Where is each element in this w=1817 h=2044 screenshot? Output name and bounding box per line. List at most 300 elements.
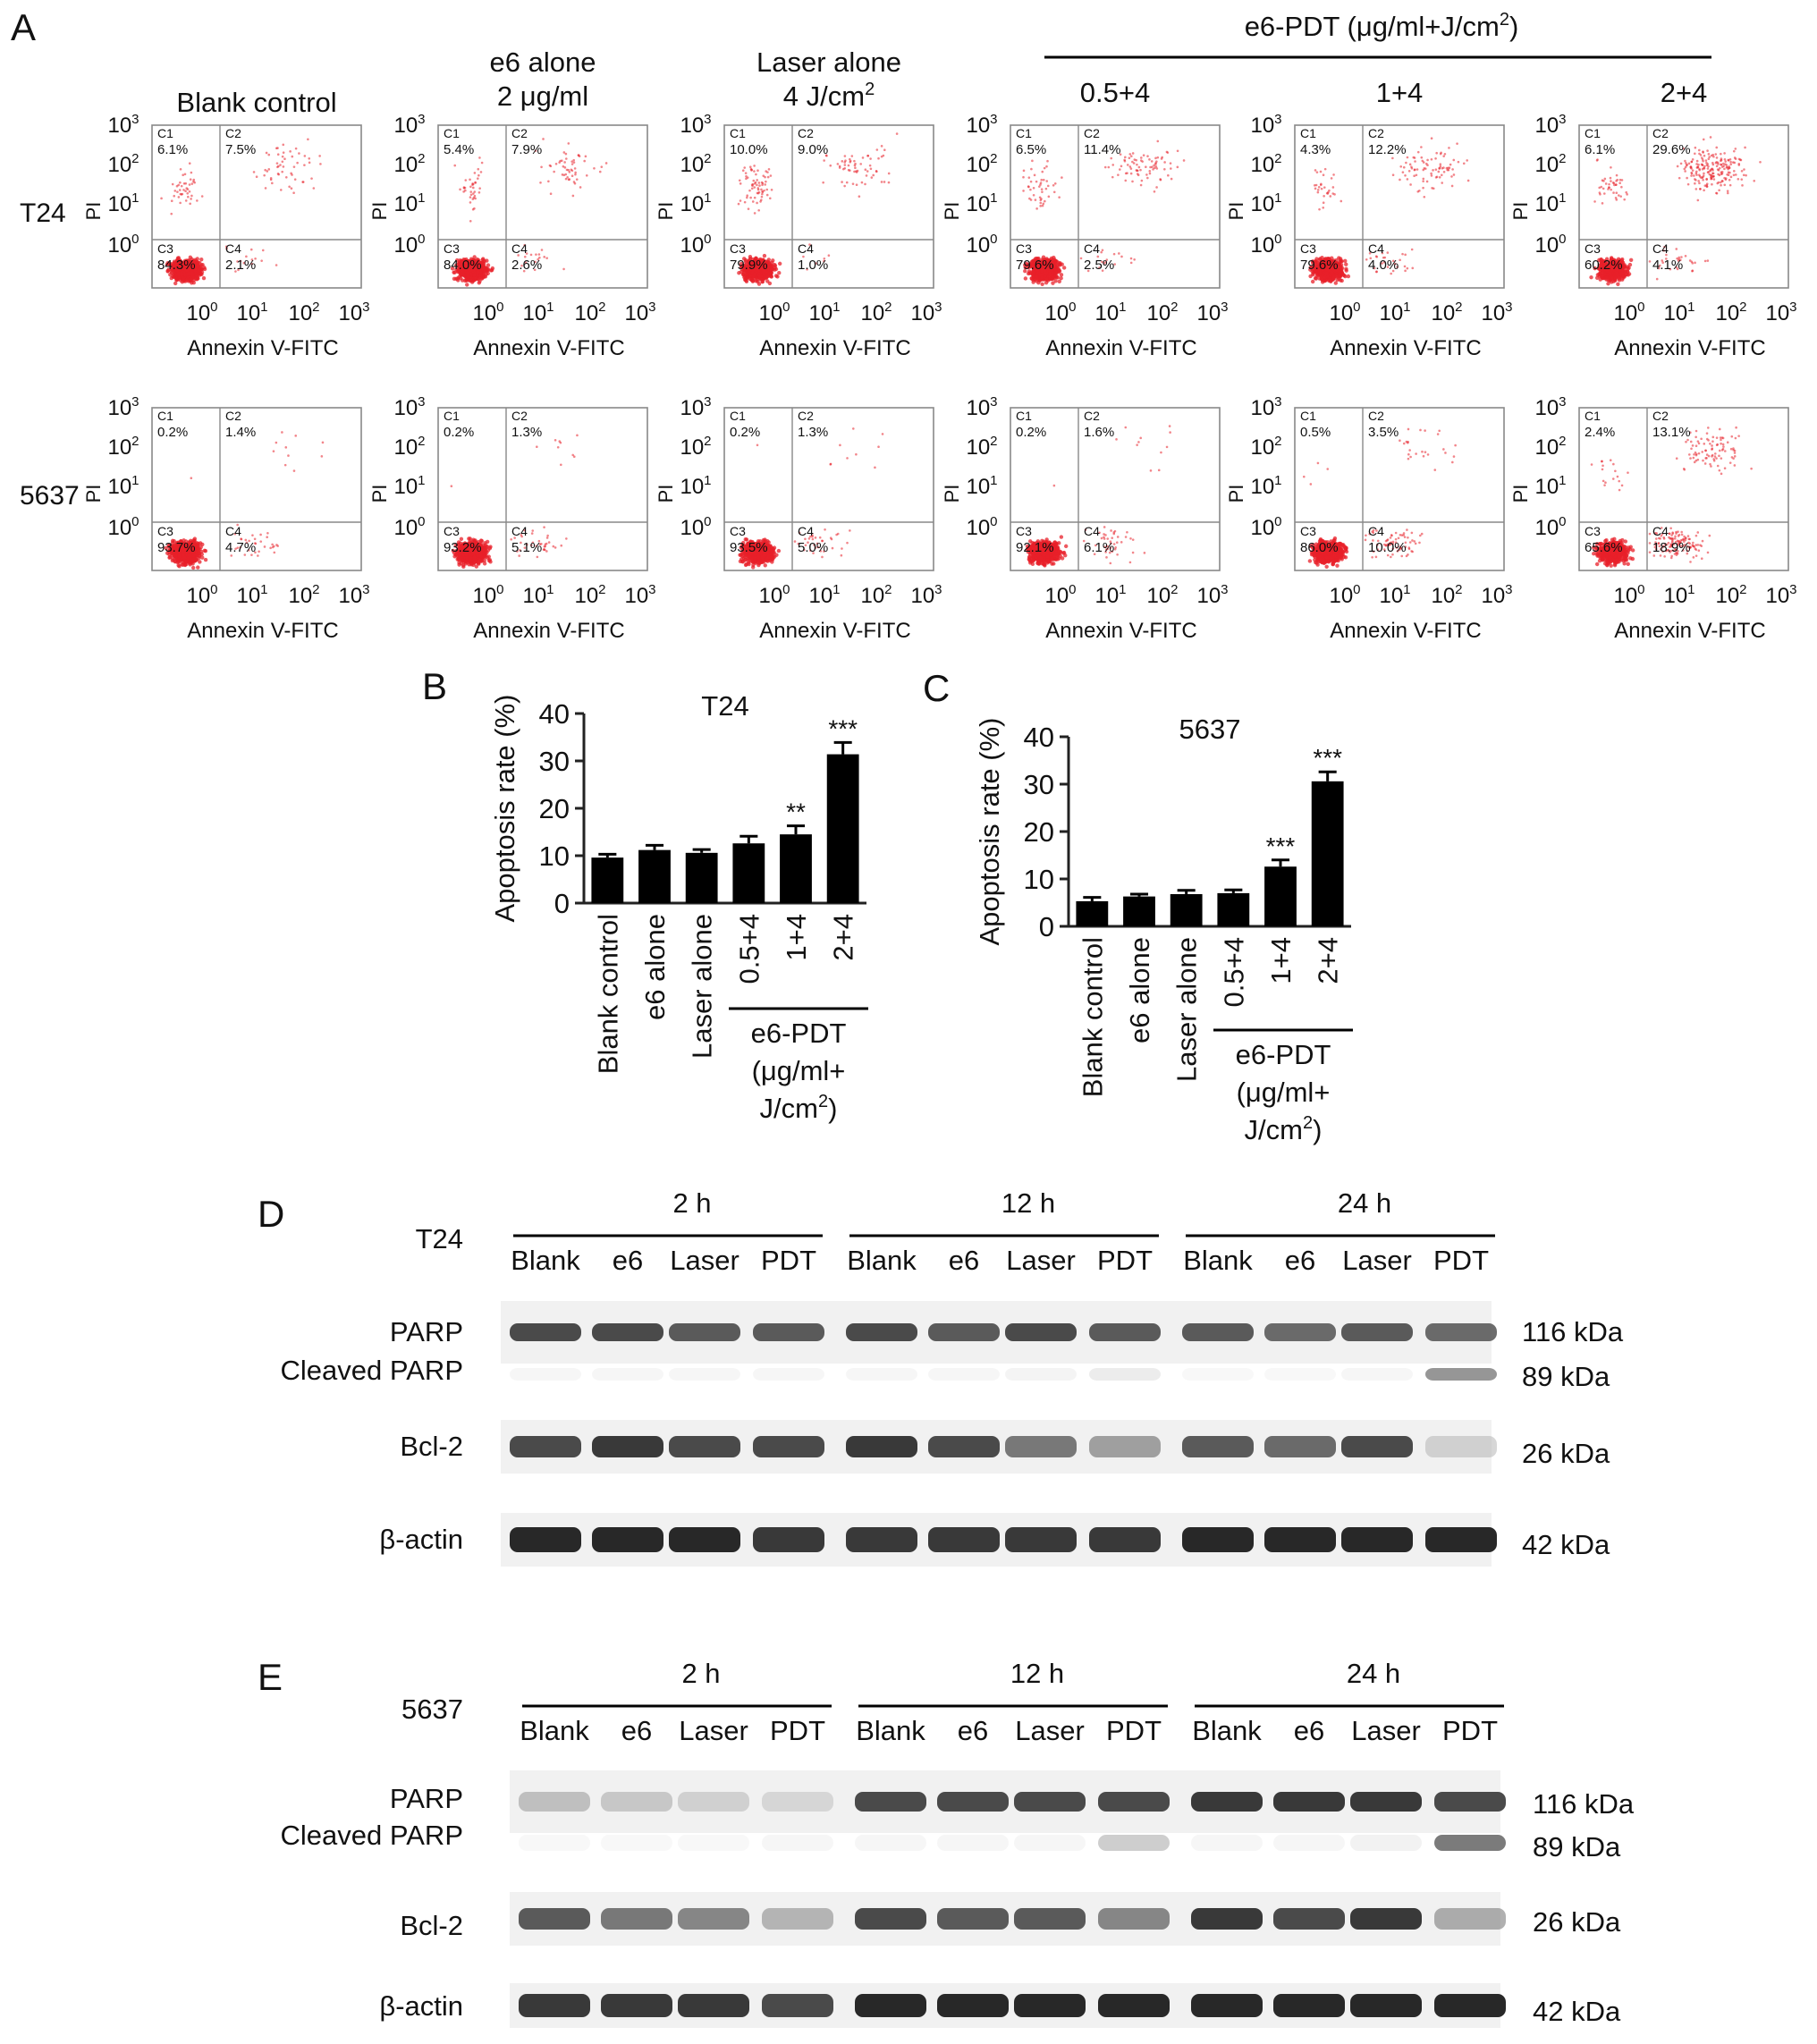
flow-event-dot [1414, 169, 1416, 172]
flow-event-dot [1439, 176, 1441, 179]
flow-column-title [1661, 77, 1708, 108]
flow-event-dot [1045, 165, 1048, 168]
flow-event-dot [1133, 258, 1136, 261]
flow-x-tick-label [860, 300, 892, 325]
flow-event-dot [1414, 160, 1416, 163]
flow-event-dot [574, 167, 577, 170]
flow-event-dot [563, 161, 566, 164]
flow-event-dot [1345, 268, 1348, 272]
flow-event-dot [1403, 166, 1406, 169]
flow-event-dot [1615, 183, 1618, 186]
flow-event-dot [281, 431, 283, 434]
flow-event-dot [1708, 153, 1711, 156]
flow-event-dot [1446, 167, 1449, 170]
flow-event-dot [478, 187, 481, 190]
flow-event-dot [1703, 173, 1705, 175]
pdt-group-header-sup: 2 [1499, 10, 1509, 30]
flow-event-dot [1687, 183, 1690, 186]
flow-event-dot [1030, 168, 1033, 171]
flow-event-dot [1619, 179, 1622, 182]
flow-event-dot [1706, 149, 1709, 152]
flow-x-tick-exp: 3 [362, 300, 370, 315]
flow-event-dot [287, 454, 290, 457]
flow-y-tick-base: 10 [1250, 192, 1275, 216]
flow-event-dot [871, 176, 874, 179]
flow-row-label: T24 [20, 198, 66, 228]
flow-event-dot [1434, 157, 1437, 160]
flow-event-dot [869, 157, 872, 160]
flow-x-tick-label [1481, 300, 1512, 325]
flow-event-dot [875, 171, 878, 173]
flow-event-dot [563, 173, 566, 176]
flow-event-dot [752, 200, 755, 203]
flow-event-dot [191, 566, 195, 570]
flow-event-dot [1423, 196, 1425, 198]
flow-y-tick-label [966, 151, 997, 177]
flow-event-dot [262, 249, 265, 252]
flow-event-dot [1729, 163, 1732, 165]
flow-event-dot [1685, 162, 1687, 165]
flow-event-dot [1135, 159, 1137, 162]
flow-event-dot [1027, 185, 1030, 188]
panel-letter-b: B [422, 665, 448, 707]
flow-event-dot [1431, 137, 1433, 139]
flow-event-dot [574, 182, 577, 185]
flow-event-dot [1729, 161, 1732, 164]
flow-x-tick-exp: 3 [648, 300, 656, 315]
flow-event-dot [1130, 262, 1133, 265]
flow-quadrant-percent: 6.1% [1585, 142, 1616, 157]
flow-y-tick-label [107, 232, 139, 258]
flow-event-dot [545, 257, 548, 259]
flow-event-dot [576, 178, 579, 181]
flow-column-title [497, 80, 588, 112]
flow-event-dot [1040, 182, 1043, 184]
flow-event-dot [1705, 159, 1708, 162]
flow-quadrant-percent: 79.6% [1300, 258, 1339, 273]
flow-event-dot [1612, 191, 1615, 194]
pdt-group-header-text: e6-PDT (μg/ml+J/cm [1244, 11, 1500, 42]
flow-x-tick-label [522, 300, 554, 325]
flow-event-dot [1331, 277, 1335, 281]
flow-event-dot [599, 171, 602, 173]
flow-x-tick-exp: 2 [884, 300, 892, 315]
flow-event-dot [1698, 149, 1701, 152]
flow-y-tick-base: 10 [107, 192, 132, 216]
flow-y-tick-base: 10 [107, 153, 132, 177]
flow-event-dot [843, 167, 846, 170]
flow-y-axis-label: PI [1225, 201, 1247, 221]
flow-quadrant-percent: 9.0% [798, 142, 829, 157]
flow-quadrant-percent: 5.4% [444, 142, 475, 157]
flow-y-tick-label [1250, 151, 1281, 177]
flow-event-dot [1710, 136, 1712, 139]
flow-event-dot [1331, 192, 1334, 195]
flow-y-tick-base: 10 [107, 233, 132, 258]
flow-y-tick-exp: 2 [1274, 151, 1282, 166]
flow-event-dot [822, 182, 824, 184]
flow-event-dot [765, 189, 768, 191]
flow-x-tick-exp: 2 [1739, 300, 1747, 315]
flow-x-tick-label [472, 300, 503, 325]
flow-event-dot [568, 142, 570, 145]
flow-event-dot [1615, 198, 1618, 201]
flow-event-dot [1314, 188, 1317, 190]
flow-event-dot [1155, 186, 1158, 189]
flow-event-dot [1320, 183, 1323, 186]
flow-quadrant-name: C3 [157, 241, 173, 256]
flow-event-dot [273, 450, 275, 452]
flow-event-dot [1733, 170, 1736, 173]
flow-event-dot [1141, 160, 1144, 163]
flow-x-axis-label: Annexin V-FITC [1330, 336, 1482, 360]
flow-event-dot [1163, 161, 1166, 164]
flow-event-dot [282, 160, 284, 163]
flow-event-dot [1314, 169, 1317, 172]
flow-event-dot [1686, 165, 1688, 167]
flow-event-dot [1124, 180, 1127, 182]
flow-event-dot [1130, 258, 1133, 260]
flow-event-dot [168, 555, 172, 559]
flow-event-dot [1119, 168, 1121, 171]
flow-event-dot [539, 182, 542, 184]
flow-event-dot [761, 196, 764, 198]
flow-event-dot [186, 192, 189, 195]
flow-event-dot [489, 268, 493, 272]
flow-x-tick-base: 10 [1379, 301, 1404, 325]
flow-y-tick-label [966, 232, 997, 258]
flow-y-tick-base: 10 [966, 233, 991, 258]
flow-event-dot [1431, 187, 1433, 190]
flow-event-dot [854, 166, 857, 169]
flow-event-dot [751, 184, 754, 187]
flow-x-tick-label [1146, 300, 1178, 325]
flow-event-dot [1721, 165, 1724, 168]
flow-event-dot [773, 263, 776, 266]
flow-event-dot [1737, 163, 1740, 165]
flow-event-dot [180, 168, 182, 171]
flow-event-dot [1156, 167, 1159, 170]
flow-x-axis-label: Annexin V-FITC [1614, 336, 1766, 360]
flow-y-tick-exp: 3 [704, 112, 712, 127]
flow-event-dot [1444, 153, 1447, 156]
flow-event-dot [480, 171, 483, 173]
flow-event-dot [1132, 152, 1135, 155]
flow-quadrant-percent: 4.1% [1652, 258, 1684, 273]
flow-event-dot [1715, 162, 1718, 165]
flow-event-dot [1721, 180, 1724, 182]
flow-x-tick-base: 10 [1715, 301, 1740, 325]
flow-quadrant-name: C4 [1368, 241, 1384, 256]
flow-quadrant-name: C3 [444, 241, 460, 256]
flow-y-axis-label: PI [1509, 201, 1532, 221]
flow-event-dot [764, 176, 766, 179]
flow-quadrant-name: C4 [225, 241, 241, 256]
flow-event-dot [1399, 258, 1401, 261]
flow-event-dot [1694, 147, 1697, 149]
flow-y-tick-exp: 1 [704, 190, 712, 206]
flow-event-dot [771, 189, 773, 191]
flow-event-dot [565, 157, 568, 160]
flow-event-dot [1724, 158, 1727, 161]
flow-event-dot [1054, 182, 1057, 185]
flow-event-dot [291, 156, 293, 158]
flow-event-dot [754, 197, 756, 199]
flow-event-dot [1717, 173, 1720, 176]
flow-event-dot [282, 156, 284, 158]
flow-event-dot [752, 180, 755, 182]
flow-y-tick-exp: 1 [418, 190, 426, 206]
flow-event-dot [843, 185, 846, 188]
flow-event-dot [1698, 182, 1701, 185]
flow-event-dot [160, 198, 163, 200]
flow-event-dot [253, 171, 256, 173]
flow-event-dot [1694, 152, 1696, 155]
flow-event-dot [284, 464, 287, 467]
flow-event-dot [778, 262, 782, 266]
flow-event-dot [749, 165, 752, 168]
flow-event-dot [1452, 159, 1455, 162]
flow-event-dot [1392, 173, 1395, 176]
flow-quadrant-name: C4 [1084, 241, 1100, 256]
flow-x-tick-base: 10 [1044, 301, 1069, 325]
flow-event-dot [1113, 253, 1116, 256]
flow-quadrant-name: C1 [730, 126, 746, 140]
flow-event-dot [753, 186, 756, 189]
flow-event-dot [1318, 186, 1321, 189]
flow-event-dot [760, 189, 763, 191]
flow-event-dot [477, 177, 479, 180]
flow-event-dot [851, 155, 854, 157]
flow-event-dot [1100, 251, 1103, 254]
flow-y-tick-base: 10 [393, 233, 418, 258]
flow-event-dot [472, 273, 476, 276]
flow-event-dot [478, 156, 481, 159]
flow-event-dot [1151, 160, 1154, 163]
flow-event-dot [171, 199, 173, 202]
flow-event-dot [1045, 180, 1048, 182]
flow-event-dot [1044, 167, 1046, 170]
flow-event-dot [844, 164, 847, 166]
flow-event-dot [739, 199, 742, 202]
flow-event-dot [1450, 175, 1453, 178]
flow-x-tick-label [1715, 300, 1746, 325]
flow-event-dot [753, 165, 756, 167]
flow-event-dot [1146, 155, 1149, 157]
flow-event-dot [888, 173, 891, 175]
flow-event-dot [1729, 184, 1732, 187]
flow-event-dot [877, 157, 880, 160]
flow-event-dot [1711, 155, 1713, 157]
flow-event-dot [1735, 148, 1737, 150]
flow-event-dot [1703, 190, 1705, 192]
flow-y-tick-base: 10 [1250, 114, 1275, 138]
flow-x-tick-base: 10 [1196, 301, 1221, 325]
flow-event-dot [292, 191, 295, 194]
flow-event-dot [1686, 177, 1688, 180]
flow-event-dot [179, 182, 182, 184]
flow-event-dot [1111, 176, 1114, 179]
flow-x-tick-base: 10 [1481, 301, 1506, 325]
flow-x-tick-label [338, 300, 369, 325]
flow-event-dot [571, 174, 574, 177]
flow-y-tick-base: 10 [680, 114, 705, 138]
flow-event-dot [841, 160, 844, 163]
flow-event-dot [761, 280, 765, 283]
flow-y-tick-label [393, 151, 425, 177]
flow-event-dot [1138, 166, 1141, 169]
flow-event-dot [1596, 158, 1599, 161]
pdt-group-header-close: ) [1509, 11, 1519, 42]
flow-event-dot [294, 435, 297, 437]
flow-event-dot [770, 174, 773, 177]
flow-y-tick-base: 10 [966, 153, 991, 177]
flow-event-dot [756, 184, 758, 187]
flow-event-dot [1404, 174, 1407, 177]
flow-event-dot [1343, 259, 1347, 263]
flow-event-dot [173, 190, 176, 192]
flow-event-dot [1425, 163, 1428, 165]
flow-event-dot [1728, 171, 1730, 173]
flow-event-dot [761, 182, 764, 184]
flow-event-dot [1624, 273, 1627, 276]
flow-y-tick-base: 10 [107, 114, 132, 138]
flow-event-dot [1123, 159, 1126, 162]
flow-y-tick-label [393, 232, 425, 258]
flow-event-dot [1155, 160, 1158, 163]
flow-event-dot [1451, 168, 1454, 171]
flow-event-dot [176, 190, 179, 193]
flow-x-tick-label [1613, 300, 1644, 325]
flow-event-dot [1404, 270, 1407, 273]
flow-event-dot [755, 278, 758, 282]
flow-event-dot [1716, 192, 1719, 195]
flow-event-dot [1734, 156, 1737, 159]
flow-event-dot [1167, 174, 1170, 177]
flow-event-dot [1704, 184, 1707, 187]
flow-event-dot [1118, 252, 1120, 255]
flow-event-dot [1702, 179, 1704, 182]
flow-event-dot [308, 157, 310, 160]
flow-event-dot [761, 183, 764, 186]
flow-event-dot [1711, 162, 1714, 165]
flow-x-tick-exp: 2 [1170, 300, 1179, 315]
flow-event-dot [555, 163, 558, 165]
flow-event-dot [572, 159, 575, 162]
flow-event-dot [470, 280, 474, 283]
flow-x-tick-exp: 2 [598, 300, 606, 315]
flow-event-dot [1126, 172, 1128, 174]
flow-event-dot [550, 165, 553, 167]
flow-event-dot [1716, 156, 1719, 159]
flow-event-dot [1061, 176, 1063, 179]
flow-y-tick-base: 10 [1534, 153, 1559, 177]
flow-y-tick-exp: 3 [131, 112, 139, 127]
flow-event-dot [543, 256, 545, 258]
flow-event-dot [1045, 188, 1048, 190]
flow-event-dot [470, 193, 473, 196]
flow-event-dot [1431, 174, 1433, 177]
flow-event-dot [1334, 281, 1338, 284]
flow-event-dot [256, 175, 258, 178]
flow-event-dot [1715, 147, 1718, 149]
flow-event-dot [1727, 190, 1729, 192]
flow-event-dot [465, 283, 469, 286]
flow-event-dot [1321, 188, 1323, 190]
flow-plot [82, 394, 370, 643]
flow-event-dot [1610, 180, 1612, 182]
flow-x-tick-label [1663, 300, 1694, 325]
flow-event-dot [1441, 173, 1443, 176]
flow-y-tick-exp: 0 [704, 232, 712, 247]
flow-event-dot [1707, 259, 1710, 262]
flow-event-dot [1743, 173, 1745, 176]
flow-event-dot [1320, 276, 1323, 280]
flow-x-tick-base: 10 [236, 301, 261, 325]
flow-event-dot [277, 173, 280, 175]
flow-event-dot [304, 155, 307, 157]
flow-event-dot [861, 182, 864, 184]
flow-event-dot [1170, 162, 1172, 165]
flow-event-dot [1745, 174, 1747, 177]
flow-event-dot [1411, 267, 1414, 270]
flow-event-dot [1409, 183, 1412, 186]
flow-event-dot [1683, 168, 1686, 171]
flow-event-dot [1040, 283, 1044, 286]
flow-y-tick-label [680, 190, 711, 216]
flow-x-tick-label [288, 300, 319, 325]
flow-event-dot [1448, 169, 1450, 172]
flow-event-dot [1028, 176, 1031, 179]
flow-event-dot [1707, 167, 1710, 170]
flow-quadrant-percent: 7.5% [225, 142, 257, 157]
flow-event-dot [1344, 262, 1348, 266]
flow-quadrant-name: C3 [1585, 241, 1601, 256]
flow-x-tick-label [236, 300, 267, 325]
flow-event-dot [472, 198, 475, 200]
flow-event-dot [1420, 146, 1423, 148]
flow-event-dot [1156, 140, 1159, 143]
flow-event-dot [1723, 152, 1726, 155]
flow-x-tick-base: 10 [1613, 301, 1638, 325]
flow-y-tick-exp: 0 [990, 232, 998, 247]
flow-event-dot [1399, 165, 1402, 168]
flow-event-dot [275, 264, 278, 266]
flow-event-dot [1124, 156, 1127, 159]
flow-event-dot [1342, 274, 1346, 277]
flow-event-dot [1177, 166, 1179, 169]
flow-event-dot [542, 138, 545, 140]
flow-x-tick-exp: 0 [1353, 300, 1361, 315]
flow-event-dot [482, 268, 486, 272]
flow-x-tick-label [1431, 300, 1462, 325]
flow-quadrant-percent: 2.5% [1084, 258, 1115, 273]
flow-quadrant-percent: 4.3% [1300, 142, 1331, 157]
flow-quadrant-name: C1 [1016, 126, 1032, 140]
flow-event-dot [1152, 168, 1154, 171]
flow-event-dot [301, 181, 304, 183]
flow-x-axis-label: Annexin V-FITC [473, 336, 625, 360]
flow-event-dot [1440, 153, 1442, 156]
flow-event-dot [1720, 153, 1722, 156]
flow-event-dot [1430, 173, 1432, 175]
flow-event-dot [1130, 167, 1133, 170]
flow-event-dot [565, 178, 568, 181]
flow-event-dot [1599, 191, 1601, 194]
flow-plot [368, 112, 656, 360]
flow-event-dot [1727, 192, 1729, 195]
flow-event-dot [856, 183, 858, 186]
